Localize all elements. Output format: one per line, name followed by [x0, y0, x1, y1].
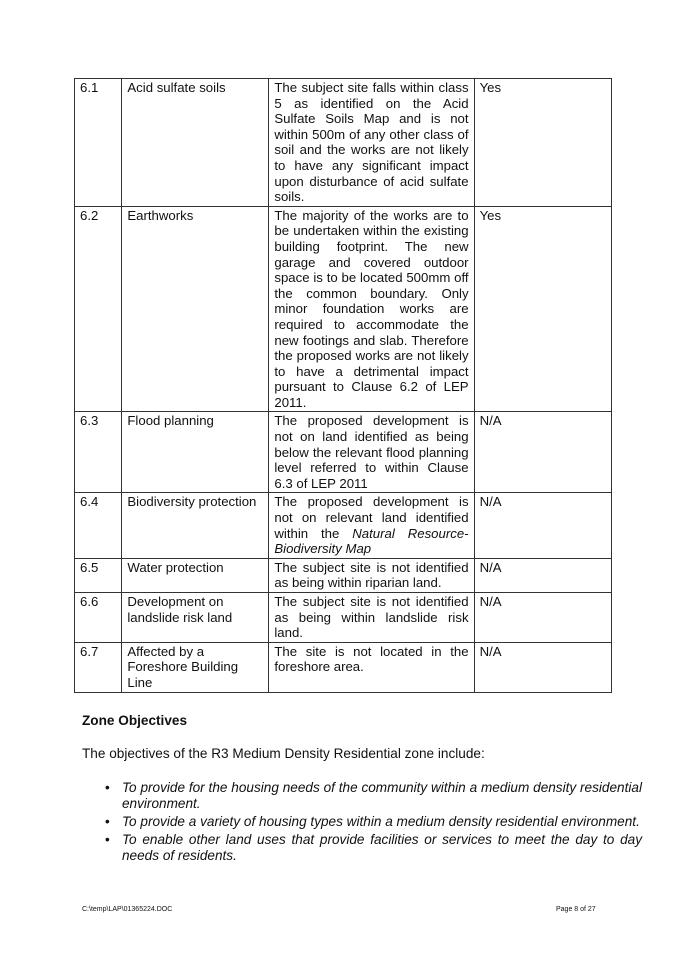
- clause-compliance: N/A: [474, 593, 611, 643]
- clause-description: The subject site is not identified as being within landslide risk land.: [269, 593, 474, 643]
- list-item: [105, 832, 642, 864]
- clause-compliance: N/A: [474, 493, 611, 558]
- objective-text: To enable other land uses that provide facilities or services to meet the day to day needs of residents.: [122, 832, 642, 863]
- clause-compliance: Yes: [474, 79, 611, 207]
- clause-description: The majority of the works are to be undertaken within the existing building footprint. The new garage and covered outdoor space is to be located 500mm off the common boundary. Only minor foundation works are required to accommodate the new footings and slab. Therefore the proposed works are not likely to have a detrimental impact pursuant to Clause 6.2 of LEP 2011.: [269, 206, 474, 412]
- clause-title: Water protection: [122, 558, 269, 592]
- zone-objectives-heading: Zone Objectives: [82, 713, 188, 728]
- list-item: [105, 780, 642, 812]
- table-row: [75, 593, 612, 643]
- clause-title: Earthworks: [122, 206, 269, 412]
- bullet-icon: •: [105, 814, 110, 829]
- lep-clauses-table: [74, 78, 612, 693]
- table-row: [75, 79, 612, 207]
- bullet-icon: •: [105, 832, 110, 847]
- footer-file-path: C:\temp\LAP\01365224.DOC: [82, 906, 173, 913]
- clause-description: The subject site falls within class 5 as identified on the Acid Sulfate Soils Map and is not within 500m of any other class of soil and the works are not likely to have any significant impact upon disturbance of acid sulfate soils.: [269, 79, 474, 207]
- clause-title: Affected by a Foreshore Building Line: [122, 642, 269, 692]
- clause-title: Development on landslide risk land: [122, 593, 269, 643]
- objective-text: To provide for the housing needs of the community within a medium density residential environment.: [122, 780, 642, 811]
- clause-compliance: N/A: [474, 412, 611, 493]
- clause-title: Biodiversity protection: [122, 493, 269, 558]
- table-row: [75, 412, 612, 493]
- clause-number: 6.2: [75, 206, 122, 412]
- clause-number: 6.3: [75, 412, 122, 493]
- table-row: [75, 642, 612, 692]
- clause-title: Acid sulfate soils: [122, 79, 269, 207]
- clause-title: Flood planning: [122, 412, 269, 493]
- clause-number: 6.7: [75, 642, 122, 692]
- zone-objectives-intro: The objectives of the R3 Medium Density Residential zone include:: [82, 746, 485, 761]
- footer-page-number: Page 8 of 27: [556, 906, 596, 913]
- table-row: [75, 558, 612, 592]
- clause-number: 6.4: [75, 493, 122, 558]
- clause-description-text: The proposed development is not on relevant land identified within the: [274, 494, 469, 541]
- table-row: [75, 206, 612, 412]
- clause-number: 6.1: [75, 79, 122, 207]
- clause-description: The proposed development is not on land identified as being below the relevant flood planning level referred to within Clause 6.3 of LEP 2011: [269, 412, 474, 493]
- objective-text: To provide a variety of housing types within a medium density residential environment.: [122, 814, 640, 829]
- bullet-icon: •: [105, 780, 110, 795]
- clause-description: The subject site is not identified as being within riparian land.: [269, 558, 474, 592]
- clause-description: The site is not located in the foreshore area.: [269, 642, 474, 692]
- clause-compliance: N/A: [474, 642, 611, 692]
- clause-compliance: Yes: [474, 206, 611, 412]
- clause-description-map-name: Natural Resource-Biodiversity Map: [274, 525, 469, 557]
- clause-number: 6.6: [75, 593, 122, 643]
- table-row: [75, 493, 612, 558]
- clause-number: 6.5: [75, 558, 122, 592]
- zone-objectives-list: [82, 780, 642, 866]
- clause-compliance: N/A: [474, 558, 611, 592]
- clause-description: [269, 493, 474, 558]
- list-item: [105, 814, 642, 830]
